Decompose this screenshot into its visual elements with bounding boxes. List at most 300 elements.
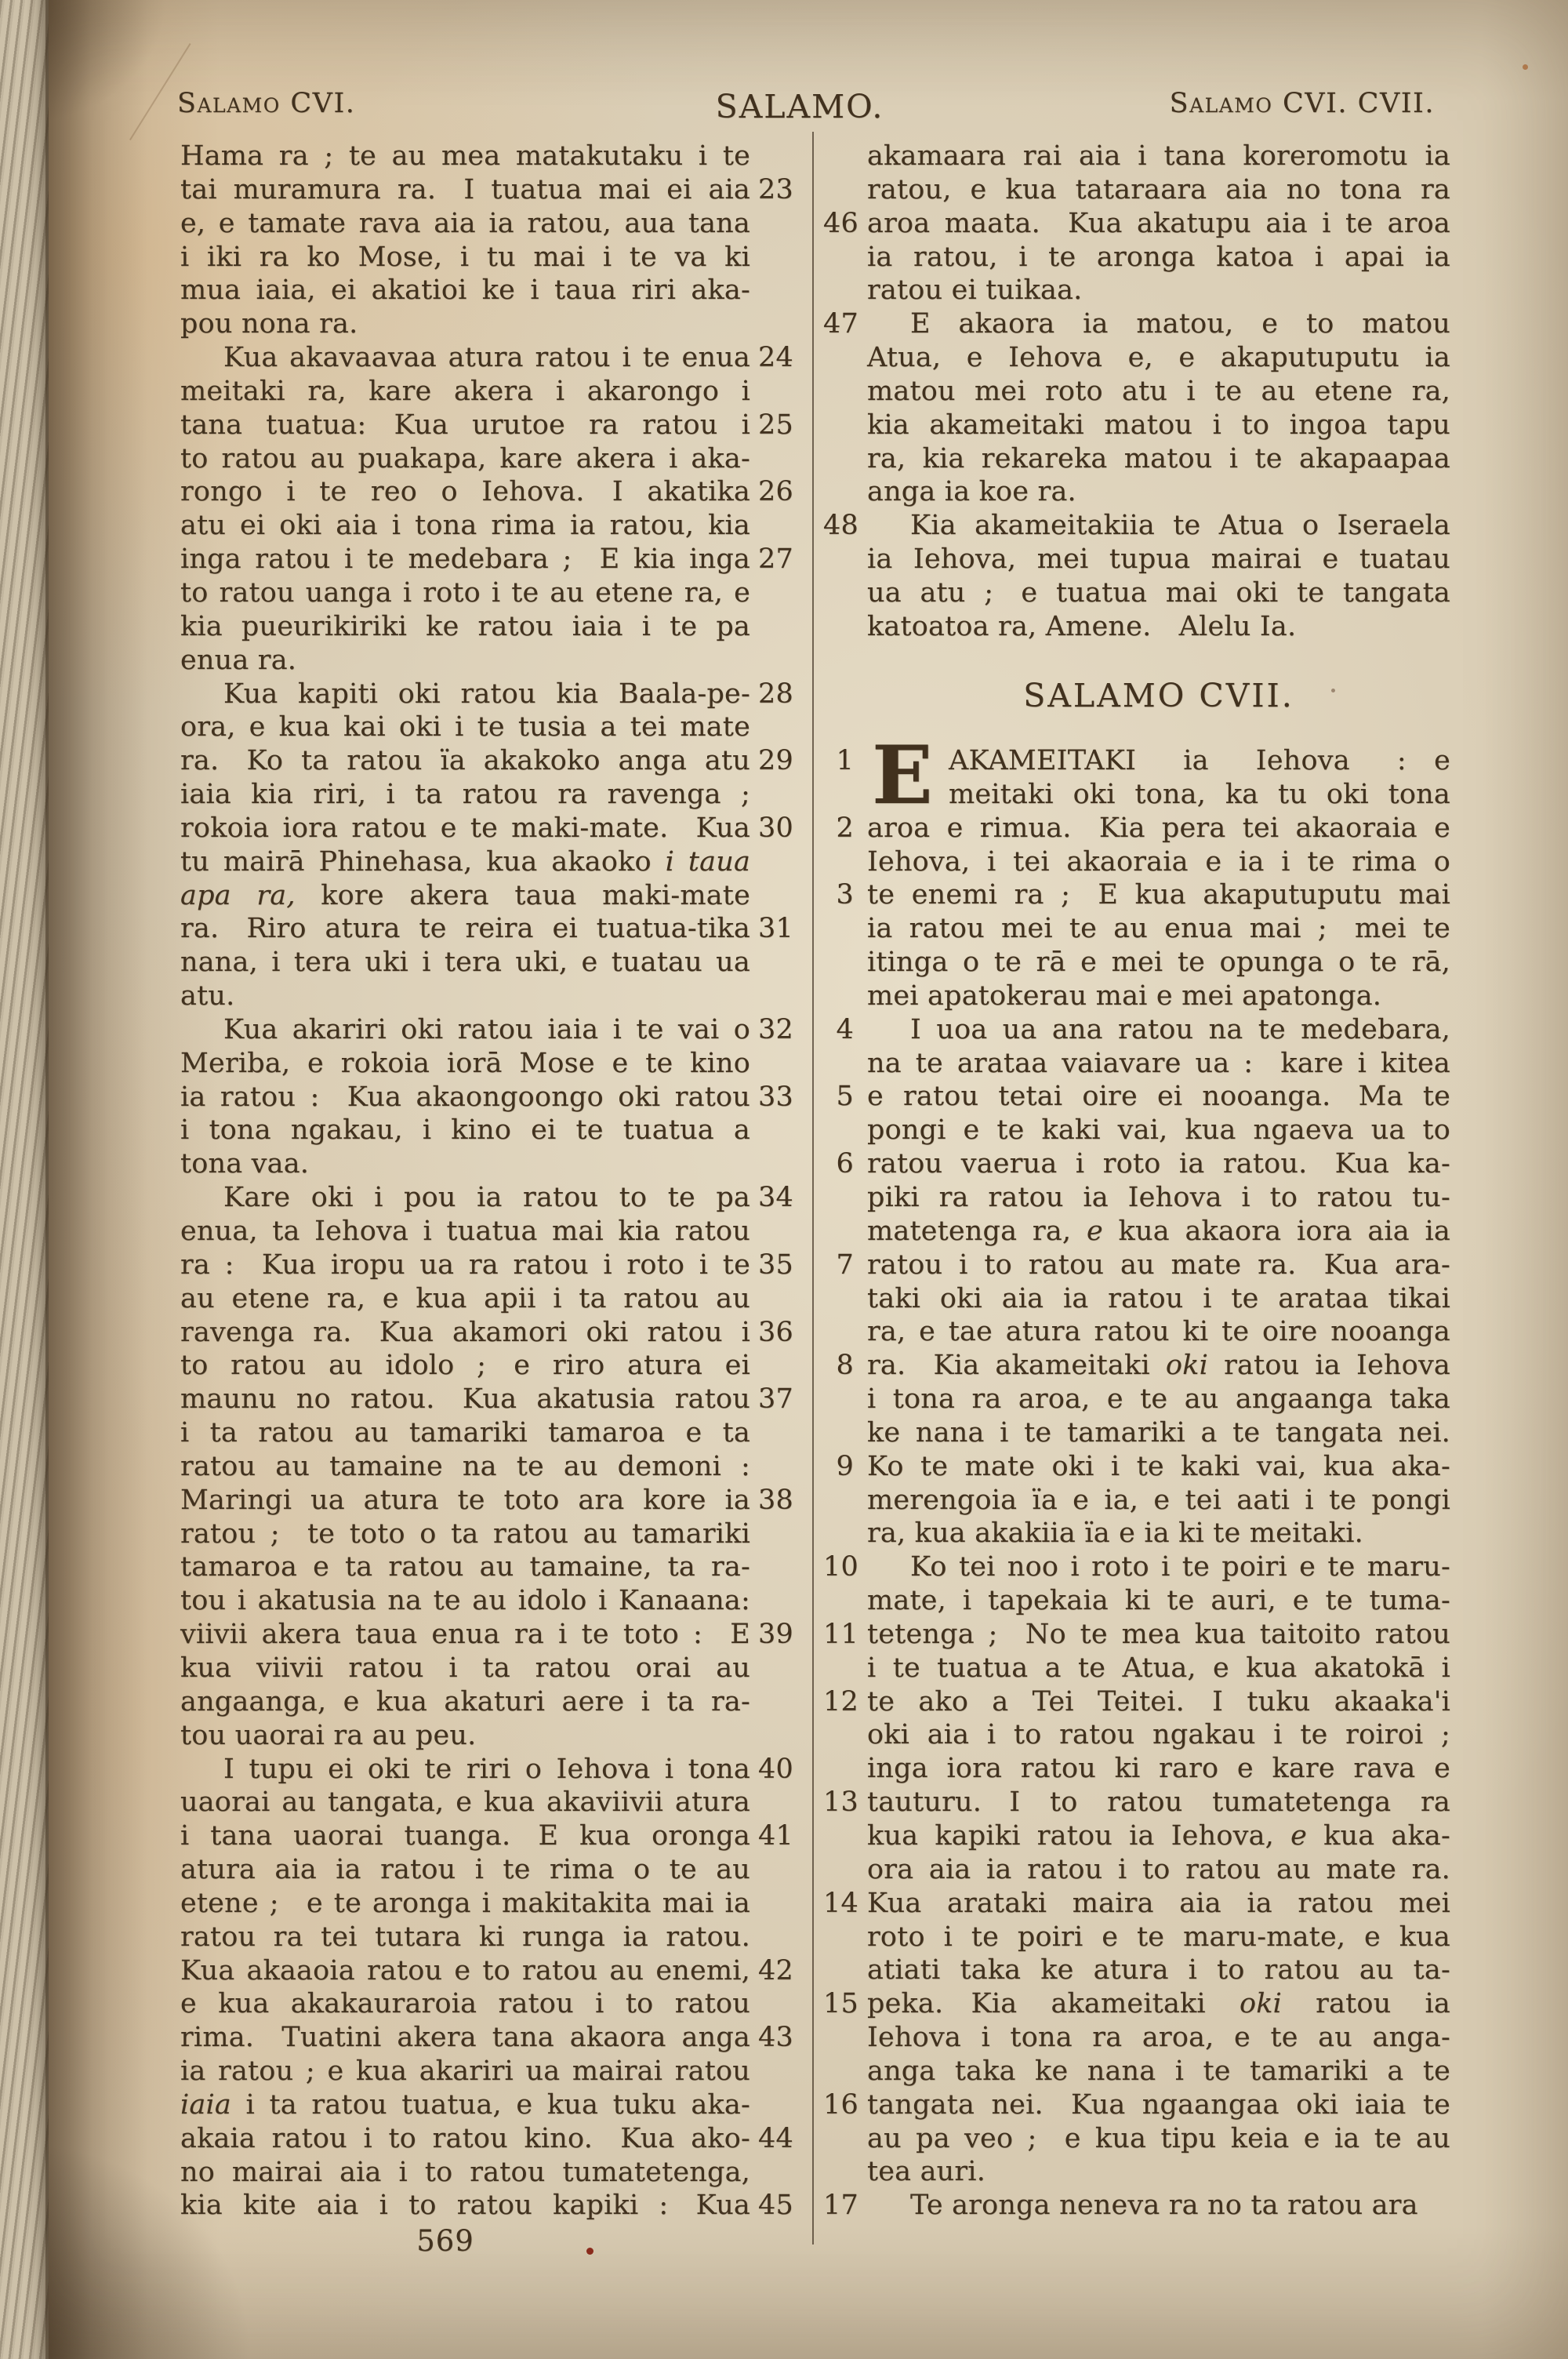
verse-number bbox=[823, 1383, 861, 1416]
verse-number bbox=[758, 576, 786, 610]
verse-text: Kare oki i pou ia ratou to te pa bbox=[223, 1182, 750, 1214]
verse-number bbox=[823, 409, 861, 442]
verse-number bbox=[823, 1315, 861, 1349]
verse-number: 30 bbox=[758, 812, 793, 844]
text-line bbox=[180, 576, 786, 610]
verse-text: ra, e tae atura ratou ki te oire nooanga bbox=[867, 1316, 1450, 1348]
verse-number bbox=[823, 946, 861, 980]
verse-text: Hama ra ; te au mea matakutaku i te bbox=[180, 140, 750, 172]
text-line bbox=[180, 1819, 793, 1853]
verse-number bbox=[758, 307, 786, 341]
text-line bbox=[180, 1618, 793, 1652]
text-line bbox=[823, 1987, 1450, 2021]
text-line bbox=[180, 375, 786, 409]
verse-number bbox=[758, 1685, 786, 1719]
verse-text: pongi e te kaki vai, kua ngaeva ua to bbox=[867, 1114, 1450, 1147]
verse-number bbox=[758, 274, 786, 307]
column-divider bbox=[812, 132, 814, 2245]
verse-number bbox=[758, 778, 786, 812]
verse-number: 26 bbox=[758, 476, 793, 508]
text-line bbox=[180, 1450, 786, 1484]
text-line bbox=[823, 543, 1450, 576]
verse-text: akamaara rai aia i tana koreromotu ia bbox=[867, 140, 1450, 172]
text-line bbox=[180, 475, 793, 509]
verse-text: I tupu ei oki te riri o Iehova i tona bbox=[223, 1753, 750, 1785]
verse-text: no mairai aia i to ratou tumatetenga, bbox=[180, 2156, 750, 2188]
verse-number bbox=[823, 1718, 861, 1752]
verse-number bbox=[823, 2021, 861, 2055]
verse-number bbox=[823, 1215, 861, 1249]
verse-text: kia kite aia i to ratou kapiki : Kua bbox=[180, 2190, 750, 2222]
text-line bbox=[823, 1921, 1450, 1954]
verse-text: ratou ; te toto o ta ratou au tamariki bbox=[180, 1518, 750, 1550]
verse-number bbox=[823, 375, 861, 409]
verse-text: Iehova, i tei akaoraia e ia i te rima o bbox=[867, 845, 1450, 878]
verse-number bbox=[823, 576, 861, 610]
verse-number bbox=[823, 140, 861, 173]
text-line bbox=[180, 1181, 793, 1215]
verse-text: oki aia i to ratou ngakau i te roiroi ; bbox=[867, 1719, 1450, 1751]
verse-text: ora aia ia ratou i to ratou au mate ra. bbox=[867, 1853, 1450, 1885]
verse-text: au pa veo ; e kua tipu keia e ia te au bbox=[867, 2122, 1450, 2154]
verse-text: ora, e kua kai oki i te tusia a tei mate bbox=[180, 711, 750, 743]
verse-text: inga ratou i te medebara ; E kia inga bbox=[180, 543, 750, 576]
verse-number bbox=[823, 1584, 861, 1618]
verse-text: matou mei roto atu i te au etene ra, bbox=[867, 375, 1450, 407]
verse-number: 7 bbox=[836, 1249, 854, 1281]
verse-number: 36 bbox=[758, 1316, 793, 1348]
text-line bbox=[823, 1315, 1450, 1349]
text-line bbox=[823, 375, 1450, 409]
verse-number bbox=[758, 241, 786, 274]
verse-text: pou nona ra. bbox=[180, 308, 358, 340]
verse-number: 41 bbox=[758, 1820, 793, 1852]
book-gutter-shadow bbox=[45, 0, 147, 2359]
text-line bbox=[180, 812, 793, 845]
text-line bbox=[180, 1215, 786, 1249]
verse-number bbox=[823, 1652, 861, 1685]
text-line bbox=[823, 946, 1450, 980]
text-line bbox=[180, 1484, 793, 1518]
text-line bbox=[180, 1550, 786, 1584]
text-line bbox=[823, 1752, 1450, 1786]
text-line bbox=[823, 1450, 1450, 1484]
text-line bbox=[180, 778, 786, 812]
text-line bbox=[823, 442, 1450, 476]
verse-number: 13 bbox=[823, 1787, 858, 1819]
text-line bbox=[180, 644, 786, 678]
verse-number: 5 bbox=[836, 1081, 854, 1113]
verse-text: Ko te mate oki i te kaki vai, kua aka- bbox=[867, 1450, 1450, 1482]
running-head-left: Salamo CVI. bbox=[177, 88, 356, 119]
text-line bbox=[180, 879, 786, 913]
verse-number: 47 bbox=[823, 308, 858, 340]
verse-text: atiati taka ke atura i to ratou au ta- bbox=[867, 1954, 1450, 1986]
verse-number: 28 bbox=[758, 678, 793, 710]
verse-text: I uoa ua ana ratou na te medebara, bbox=[910, 1013, 1450, 1045]
verse-number bbox=[758, 1349, 786, 1383]
verse-text: tamaroa e ta ratou au tamaine, ta ra- bbox=[180, 1551, 750, 1583]
text-line bbox=[180, 1987, 786, 2021]
verse-text: tou i akatusia na te au idolo i Kanaana: bbox=[180, 1585, 750, 1617]
verse-text: iaia kia riri, i ta ratou ra ravenga ; bbox=[180, 779, 750, 811]
text-line bbox=[823, 1147, 1450, 1181]
verse-text: ratou i to ratou au mate ra. Kua ara- bbox=[867, 1249, 1450, 1281]
text-line bbox=[180, 2088, 786, 2122]
text-line bbox=[180, 678, 793, 711]
verse-text: meitaki ra, kare akera i akarongo i bbox=[180, 375, 750, 407]
verse-number bbox=[758, 1550, 786, 1584]
verse-number bbox=[758, 1887, 786, 1921]
text-line bbox=[823, 1786, 1450, 1819]
verse-text: kia pueurikiriki ke ratou iaia i te pa bbox=[180, 610, 750, 642]
text-line bbox=[180, 912, 793, 946]
text-line bbox=[180, 2021, 793, 2055]
text-line bbox=[823, 2189, 1450, 2223]
verse-number: 29 bbox=[758, 745, 793, 777]
text-line bbox=[823, 274, 1450, 307]
verse-number bbox=[758, 140, 786, 173]
verse-text: ravenga ra. Kua akamori oki ratou i bbox=[180, 1316, 750, 1348]
text-line bbox=[823, 1416, 1450, 1450]
verse-text: enua ra. bbox=[180, 644, 297, 676]
verse-number: 16 bbox=[823, 2088, 858, 2121]
verse-number: 48 bbox=[823, 510, 858, 542]
text-line bbox=[823, 1249, 1450, 1282]
verse-text: E akaora ia matou, e to matou bbox=[910, 308, 1450, 340]
verse-number bbox=[758, 1282, 786, 1316]
adjacent-page-edge bbox=[0, 0, 49, 2359]
text-line bbox=[823, 1349, 1450, 1383]
text-line bbox=[180, 1047, 786, 1081]
verse-text: akaia ratou i to ratou kino. Kua ako- bbox=[180, 2122, 750, 2154]
text-line bbox=[823, 2088, 1450, 2122]
verse-number bbox=[758, 879, 786, 913]
verse-number bbox=[758, 1147, 786, 1181]
verse-number bbox=[823, 1954, 861, 1987]
verse-number: 3 bbox=[836, 879, 854, 911]
text-line bbox=[180, 845, 786, 879]
verse-number bbox=[758, 375, 786, 409]
verse-number bbox=[823, 2122, 861, 2156]
verse-number bbox=[758, 946, 786, 980]
verse-text: ra. Ko ta ratou ïa akakoko anga atu bbox=[180, 745, 750, 777]
verse-number bbox=[758, 980, 786, 1013]
verse-text: e, e tamate rava aia ia ratou, aua tana bbox=[180, 207, 750, 239]
verse-text: ia ratou mei te au enua mai ; mei te bbox=[867, 913, 1450, 945]
verse-text: ratou, e kua tataraara aia no tona ra bbox=[867, 173, 1450, 205]
verse-number bbox=[823, 1819, 861, 1853]
verse-number bbox=[823, 2055, 861, 2088]
verse-text: tangata nei. Kua ngaangaa oki iaia te bbox=[867, 2088, 1450, 2121]
text-line bbox=[823, 1215, 1450, 1249]
verse-number: 43 bbox=[758, 2022, 793, 2054]
verse-number bbox=[758, 1416, 786, 1450]
text-line bbox=[180, 711, 786, 744]
verse-number: 15 bbox=[823, 1988, 858, 2020]
ink-speck bbox=[1331, 689, 1335, 692]
verse-text: itinga o te rā e mei te opunga o te rā, bbox=[867, 947, 1450, 979]
verse-number bbox=[823, 1181, 861, 1215]
verse-text: taki oki aia ia ratou i te arataa tikai bbox=[867, 1282, 1450, 1314]
text-line bbox=[823, 475, 1450, 509]
verse-text: e kua akakauraroia ratou i to ratou bbox=[180, 1988, 750, 2020]
verse-number bbox=[823, 1114, 861, 1147]
text-line bbox=[180, 2189, 793, 2223]
text-line bbox=[180, 1383, 793, 1416]
verse-number: 35 bbox=[758, 1249, 793, 1281]
verse-text: nana, i tera uki i tera uki, e tuatau ua bbox=[180, 947, 750, 979]
verse-text: Kua akariri oki ratou iaia i te vai o bbox=[223, 1013, 750, 1045]
verse-text: matetenga ra, e kua akaora iora aia ia bbox=[867, 1215, 1450, 1247]
verse-text: angaanga, e kua akaturi aere i ta ra- bbox=[180, 1685, 750, 1717]
verse-text: ratou ra tei tutara ki runga ia ratou. bbox=[180, 1921, 750, 1953]
verse-number bbox=[758, 1518, 786, 1551]
verse-text: i tona ra aroa, e te au angaanga taka bbox=[867, 1383, 1450, 1416]
verse-number bbox=[823, 1416, 861, 1450]
verse-number: 2 bbox=[836, 812, 854, 844]
verse-text: tetenga ; No te mea kua taitoito ratou bbox=[867, 1618, 1450, 1650]
verse-text: aroa e rimua. Kia pera tei akaoraia e bbox=[867, 812, 1450, 844]
verse-text: atura aia ia ratou i te rima o te au bbox=[180, 1854, 750, 1886]
verse-text: maunu no ratou. Kua akatusia ratou bbox=[180, 1383, 750, 1416]
text-line bbox=[823, 2122, 1450, 2156]
text-line bbox=[823, 1584, 1450, 1618]
text-line bbox=[823, 845, 1450, 879]
verse-number bbox=[758, 442, 786, 476]
left-column bbox=[180, 140, 793, 2223]
verse-number bbox=[758, 711, 786, 744]
verse-text: tai muramura ra. I tuatua mai ei aia bbox=[180, 173, 750, 205]
text-line bbox=[180, 140, 786, 173]
verse-number bbox=[758, 509, 786, 543]
verse-number: 42 bbox=[758, 1954, 793, 1986]
text-line bbox=[823, 1887, 1450, 1921]
text-line bbox=[823, 1114, 1450, 1147]
verse-text: i ta ratou au tamariki tamaroa e ta bbox=[180, 1417, 750, 1449]
text-line bbox=[180, 1081, 793, 1114]
verse-text: Iehova i tona ra aroa, e te au anga- bbox=[867, 2022, 1450, 2054]
verse-text: e ratou tetai oire ei nooanga. Ma te bbox=[867, 1081, 1450, 1113]
verse-number bbox=[823, 980, 861, 1013]
text-line bbox=[823, 1618, 1450, 1652]
text-line bbox=[823, 1652, 1450, 1685]
verse-text: meitaki oki tona, ka tu oki tona bbox=[949, 778, 1450, 810]
page-number: 569 bbox=[416, 2224, 474, 2258]
text-line bbox=[823, 610, 1450, 644]
text-line bbox=[823, 1484, 1450, 1518]
verse-text: Meriba, e rokoia iorā Mose e te kino bbox=[180, 1047, 750, 1079]
verse-text: to ratou uanga i roto i te au etene ra, e bbox=[180, 576, 750, 609]
verse-text: uaorai au tangata, e kua akaviivii atura bbox=[180, 1787, 750, 1819]
verse-number bbox=[823, 274, 861, 307]
verse-text: i te tuatua a te Atua, e kua akatokā i bbox=[867, 1652, 1450, 1684]
verse-number bbox=[758, 1987, 786, 2021]
verse-text: ra. Riro atura te reira ei tuatua-tika bbox=[180, 913, 750, 945]
text-line bbox=[823, 1550, 1450, 1584]
text-line bbox=[180, 1147, 786, 1181]
text-line bbox=[823, 241, 1450, 274]
right-column-psalm-107 bbox=[823, 729, 1450, 2223]
text-line bbox=[180, 1114, 786, 1147]
text-line bbox=[180, 610, 786, 644]
verse-text: AKAMEITAKI ia Iehova : e bbox=[949, 745, 1450, 776]
text-line bbox=[823, 1181, 1450, 1215]
verse-number: 11 bbox=[823, 1618, 858, 1650]
text-line bbox=[823, 509, 1450, 543]
verse-text: ia Iehova, mei tupua mairai e tuatau bbox=[867, 543, 1450, 576]
verse-text: kua kapiki ratou ia Iehova, e kua aka- bbox=[867, 1820, 1450, 1852]
text-line bbox=[823, 409, 1450, 442]
text-line bbox=[823, 878, 1450, 912]
verse-text: piki ra ratou ia Iehova i to ratou tu- bbox=[867, 1181, 1450, 1213]
verse-text: iaia i ta ratou tuatua, e kua tuku aka- bbox=[180, 2088, 750, 2121]
text-line bbox=[823, 1517, 1450, 1550]
verse-number bbox=[758, 845, 786, 879]
text-line bbox=[180, 1282, 786, 1316]
verse-text: ra, kua akakiia ïa e ia ki te meitaki. bbox=[867, 1518, 1363, 1550]
verse-number: 17 bbox=[823, 2190, 858, 2222]
verse-text: kua viivii ratou i ta ratou orai au bbox=[180, 1652, 750, 1684]
verse-text: tona vaa. bbox=[180, 1148, 310, 1180]
verse-number: 34 bbox=[758, 1182, 793, 1214]
verse-text: anga taka ke nana i te tamariki a te bbox=[867, 2055, 1450, 2087]
verse-text: anga ia koe ra. bbox=[867, 476, 1076, 508]
text-line bbox=[180, 173, 793, 207]
verse-number: 32 bbox=[758, 1013, 793, 1045]
text-line bbox=[823, 1080, 1450, 1114]
verse-number bbox=[823, 1853, 861, 1887]
verse-text: te ako a Tei Teitei. I tuku akaaka'i bbox=[867, 1685, 1450, 1717]
text-line bbox=[823, 1853, 1450, 1887]
text-line bbox=[823, 307, 1450, 341]
verse-text: tana tuatua: Kua urutoe ra ratou i bbox=[180, 409, 750, 441]
verse-text: atu. bbox=[180, 980, 235, 1012]
verse-text: Ko tei noo i roto i te poiri e te maru- bbox=[910, 1551, 1450, 1583]
rust-speck bbox=[1523, 64, 1528, 70]
text-line bbox=[823, 1013, 1450, 1047]
text-line bbox=[180, 341, 793, 375]
verse-number bbox=[823, 341, 861, 375]
verse-number bbox=[823, 1484, 861, 1518]
text-line bbox=[180, 1249, 793, 1282]
verse-number: 39 bbox=[758, 1619, 793, 1651]
verse-text: aroa maata. Kua akatupu aia i te aroa bbox=[867, 207, 1450, 239]
text-line bbox=[180, 1316, 793, 1350]
verse-text: i tona ngakau, i kino ei te tuatua a bbox=[180, 1114, 750, 1147]
verse-number bbox=[758, 1853, 786, 1887]
verse-number bbox=[758, 1786, 786, 1819]
verse-number bbox=[823, 475, 861, 509]
verse-number: 37 bbox=[758, 1383, 793, 1416]
verse-number bbox=[823, 610, 861, 644]
verse-number: 14 bbox=[823, 1887, 858, 1919]
verse-number bbox=[758, 644, 786, 678]
text-line bbox=[180, 1887, 786, 1921]
verse-number bbox=[823, 543, 861, 576]
verse-number: 23 bbox=[758, 173, 793, 205]
verse-text: Kua kapiti oki ratou kia Baala-pe- bbox=[223, 678, 750, 710]
verse-number: 40 bbox=[758, 1753, 793, 1785]
verse-number: 9 bbox=[836, 1450, 854, 1482]
verse-number: 38 bbox=[758, 1484, 793, 1516]
verse-number bbox=[823, 2155, 861, 2189]
text-line bbox=[180, 442, 786, 476]
text-line bbox=[823, 1718, 1450, 1752]
verse-text: Te aronga neneva ra no ta ratou ara bbox=[910, 2190, 1418, 2222]
verse-number: 25 bbox=[758, 409, 793, 441]
text-line bbox=[823, 140, 1450, 173]
text-line bbox=[180, 543, 793, 576]
verse-text: roto i te poiri e te maru-mate, e kua bbox=[867, 1921, 1450, 1953]
verse-number bbox=[758, 1047, 786, 1081]
verse-text: i tana uaorai tuanga. E kua oronga bbox=[180, 1820, 750, 1852]
ink-speck bbox=[586, 2248, 593, 2255]
verse-number bbox=[758, 610, 786, 644]
verse-text: katoatoa ra, Amene. Alelu Ia. bbox=[867, 610, 1297, 642]
right-column-psalm-106 bbox=[823, 140, 1450, 644]
verse-number bbox=[823, 778, 861, 812]
text-line bbox=[180, 1518, 786, 1551]
psalm-heading: SALAMO CVII. bbox=[1023, 677, 1294, 714]
verse-number bbox=[823, 1921, 861, 1954]
verse-text: Kua akavaavaa atura ratou i te enua bbox=[223, 342, 750, 374]
verse-text: tu mairā Phinehasa, kua akaoko i taua bbox=[180, 845, 751, 878]
text-line bbox=[823, 341, 1450, 375]
running-head-right: Salamo CVI. CVII. bbox=[1169, 88, 1435, 119]
verse-number: 8 bbox=[836, 1350, 854, 1382]
verse-text: te enemi ra ; E kua akaputuputu mai bbox=[867, 879, 1450, 911]
text-line bbox=[180, 307, 786, 341]
verse-text: mate, i tapekaia ki te auri, e te tuma- bbox=[867, 1585, 1450, 1617]
verse-text: rongo i te reo o Iehova. I akatika bbox=[180, 476, 750, 508]
verse-number: 24 bbox=[758, 342, 793, 374]
verse-text: ratou ei tuikaa. bbox=[867, 274, 1083, 307]
verse-number: 33 bbox=[758, 1081, 793, 1113]
verse-number: 46 bbox=[823, 207, 858, 239]
text-line bbox=[823, 2155, 1450, 2189]
text-line bbox=[180, 207, 786, 241]
verse-text: ia ratou, i te aronga katoa i apai ia bbox=[867, 241, 1450, 273]
verse-number bbox=[758, 207, 786, 241]
text-line bbox=[180, 1753, 793, 1787]
verse-text: ra : Kua iropu ua ra ratou i roto i te bbox=[180, 1249, 750, 1281]
text-line bbox=[180, 744, 793, 778]
verse-number bbox=[758, 1215, 786, 1249]
verse-text: merengoia ïa e ia, e tei aati i te pongi bbox=[867, 1484, 1450, 1516]
verse-number bbox=[758, 1450, 786, 1484]
verse-text: Kia akameitakiia te Atua o Iseraela bbox=[910, 510, 1450, 542]
text-line bbox=[823, 2055, 1450, 2088]
text-line bbox=[823, 2021, 1450, 2055]
verse-text: etene ; e te aronga i makitakita mai ia bbox=[180, 1887, 750, 1919]
drop-cap: E bbox=[872, 729, 933, 823]
verse-number bbox=[823, 912, 861, 946]
verse-text: Kua akaaoia ratou e to ratou au enemi, bbox=[180, 1954, 750, 1986]
text-line bbox=[823, 912, 1450, 946]
verse-text: mei apatokerau mai e mei apatonga. bbox=[867, 980, 1382, 1012]
verse-number: 31 bbox=[758, 913, 793, 945]
text-line bbox=[823, 1282, 1450, 1316]
verse-text: to ratou au puakapa, kare akera i aka- bbox=[180, 442, 750, 474]
verse-text: mua iaia, ei akatioi ke i taua riri aka- bbox=[180, 274, 750, 307]
running-head-center: SALAMO. bbox=[715, 88, 884, 125]
verse-text: ra, kia rekareka matou i te akapaapaa bbox=[867, 442, 1450, 474]
verse-text: Atua, e Iehova e, e akaputuputu ia bbox=[867, 342, 1450, 374]
text-line bbox=[180, 1786, 786, 1819]
verse-text: peka. Kia akameitaki oki ratou ia bbox=[867, 1988, 1450, 2020]
text-line bbox=[180, 2055, 786, 2088]
